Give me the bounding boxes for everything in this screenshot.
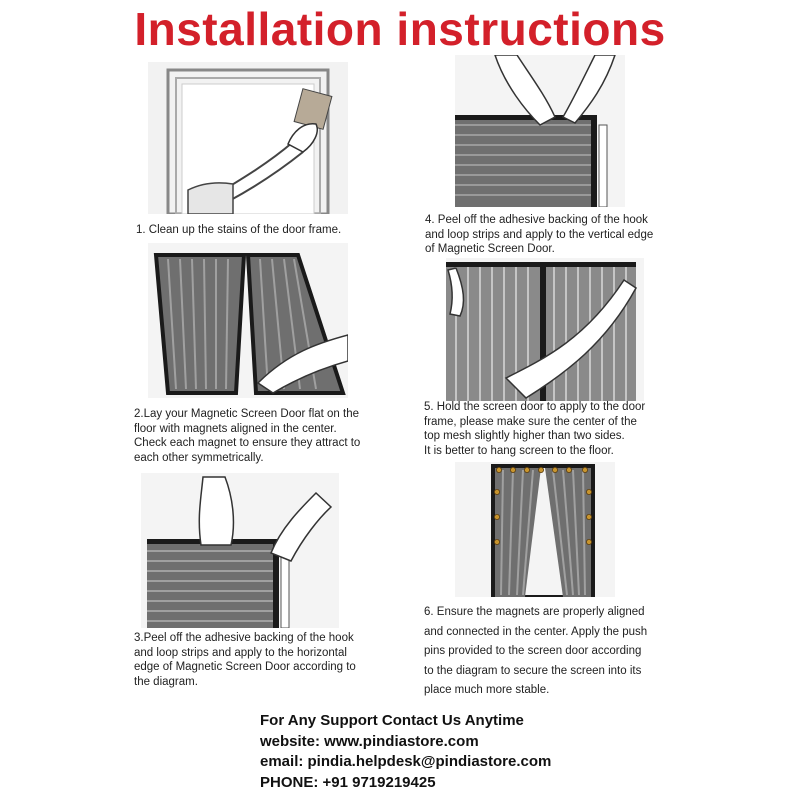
step-3-illustration (141, 473, 339, 628)
support-heading: For Any Support Contact Us Anytime (260, 712, 524, 729)
step-5-illustration (446, 258, 644, 401)
step-2-illustration (148, 243, 348, 398)
support-contact-block (260, 711, 551, 793)
email-link[interactable]: email: pindia.helpdesk@pindiastore.com (260, 753, 552, 770)
phone-number: PHONE: +91 9719219425 (260, 773, 436, 791)
step-3-text: 3.Peel off the adhesive backing of the hook and loop strips and apply to the horizontal edge of Magnetic Screen Door according to the diagram. (134, 632, 356, 688)
step-6-illustration (455, 462, 615, 597)
step-2-text: 2.Lay your Magnetic Screen Door flat on the floor with magnets aligned in the center. Check each magnet to ensure they attract to each other symmetrically. (134, 408, 361, 464)
step-5-text: 5. Hold the screen door to apply to the door frame, please make sure the center of the top mesh slightly higher than two sides. It is better to hang screen to the floor. (424, 401, 646, 457)
step-4-text: 4. Peel off the adhesive backing of the hook and loop strips and apply to the vertical edge of Magnetic Screen Door. (425, 214, 654, 255)
website-link[interactable]: website: www.pindiastore.com (260, 732, 479, 750)
step-1-illustration (148, 62, 348, 214)
page-title: Installation instructions (134, 3, 666, 55)
step-1-text: 1. Clean up the stains of the door frame. (136, 224, 342, 236)
step-4-illustration (455, 55, 625, 207)
step-6-text: 6. Ensure the magnets are properly aligned and connected in the center. Apply the push pins provided to the screen door according to the diagram to secure the screen into its place much more stable. (424, 606, 648, 696)
